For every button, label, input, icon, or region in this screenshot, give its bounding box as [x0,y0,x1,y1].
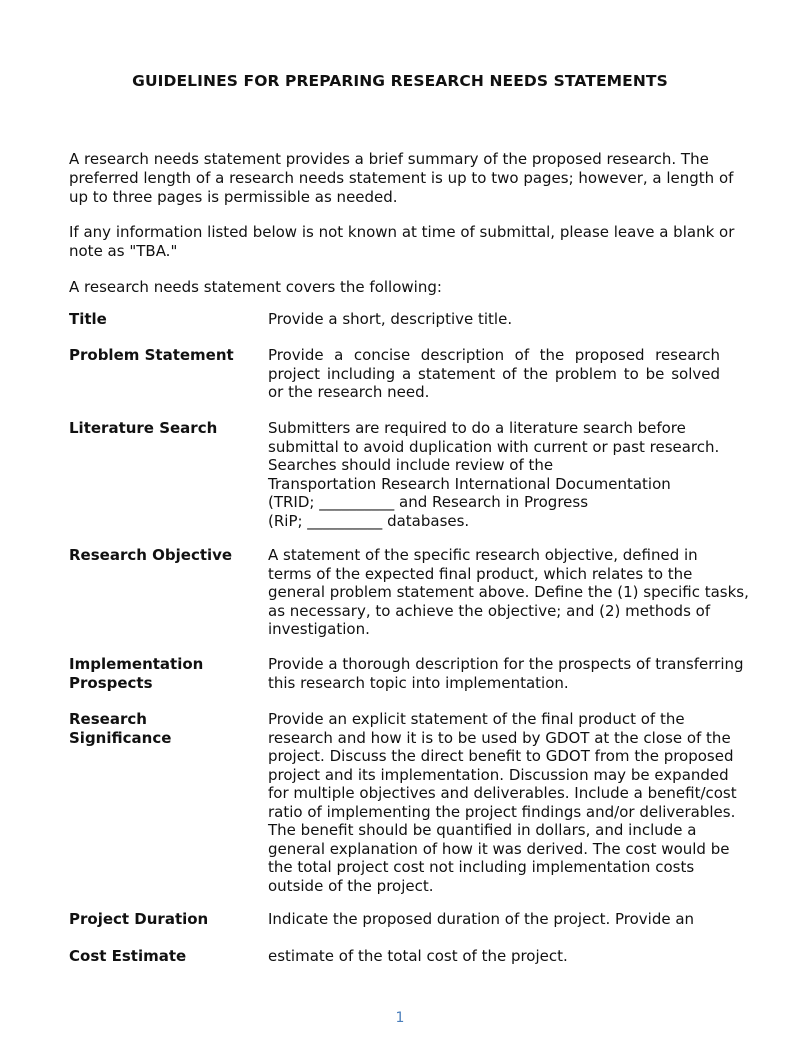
section-label-line: Implementation [69,655,204,673]
document-title: GUIDELINES FOR PREPARING RESEARCH NEEDS STATEMENTS [132,72,668,90]
description-line: Provide a thorough description for the prospects of transferring [268,655,744,673]
section-label: Project Duration [69,910,209,928]
section-label: Literature Search [69,419,218,437]
description-line: investigation. [268,620,370,638]
description-line: the total project cost not including implementation costs [268,858,695,876]
section-description: estimate of the total cost of the project. [268,947,568,965]
trid-blank-line: (TRID; __________ and Research in Progress [268,493,589,511]
section-label: Research Objective [69,546,233,564]
description-line: this research topic into implementation. [268,673,569,692]
description-line: Submitters are required to do a literature search before [268,419,686,437]
intro-paragraph-tba-note: If any information listed below is not known at time of submittal, please leave a blank or note as "TBA." [69,223,735,260]
intro-paragraph-summary: A research needs statement provides a brief summary of the proposed research. The preferred length of a research needs statement is up to two pages; however, a length of up to three pages is permissible as needed. [69,150,734,206]
section-label: Cost Estimate [69,947,187,965]
description-line: terms of the expected final product, which relates to the [268,564,693,583]
page-number: 1 [395,1010,405,1026]
section-label: Title [69,310,107,328]
description-line: Searches should include review of the [268,456,554,474]
description-line: for multiple objectives and deliverables. Include a benefit/cost [268,784,737,802]
description-line: general problem statement above. Define the (1) specific tasks, [268,583,749,601]
description-line: outside of the project. [268,876,434,895]
section-description [268,710,737,895]
section-description: Provide a short, descriptive title. [268,310,513,328]
rip-blank-line: (RiP; __________ databases. [268,511,470,530]
section-label [69,655,254,692]
description-line: Provide an explicit statement of the final product of the [268,710,685,728]
description-line: Transportation Research International Documentation [268,474,671,493]
section-description: Indicate the proposed duration of the project. Provide an [268,910,695,928]
description-line: as necessary, to achieve the objective; and (2) methods of [268,601,711,620]
section-label-line: Prospects [69,673,153,692]
section-label: Problem Statement [69,346,234,364]
description-line: research and how it is to be used by GDOT at the close of the [268,728,731,747]
description-line: project. Discuss the direct benefit to GDOT from the proposed [268,747,734,765]
section-description: Provide a concise description of the proposed research project including a statement of the problem to be solved or the research need. [268,346,720,401]
section-description [268,419,720,530]
description-line: ratio of implementing the project findings and/or deliverables. [268,802,736,821]
description-line: The benefit should be quantified in dollars, and include a [268,821,697,839]
section-label: Research Significance [69,710,172,747]
description-line: general explanation of how it was derived. The cost would be [268,839,730,858]
section-description [268,546,749,639]
description-line: project and its implementation. Discussion may be expanded [268,765,729,784]
description-line: submittal to avoid duplication with current or past research. [268,437,720,456]
intro-paragraph-covers: A research needs statement covers the following: [69,278,442,296]
section-description [268,655,744,692]
description-line: A statement of the specific research objective, defined in [268,546,698,564]
